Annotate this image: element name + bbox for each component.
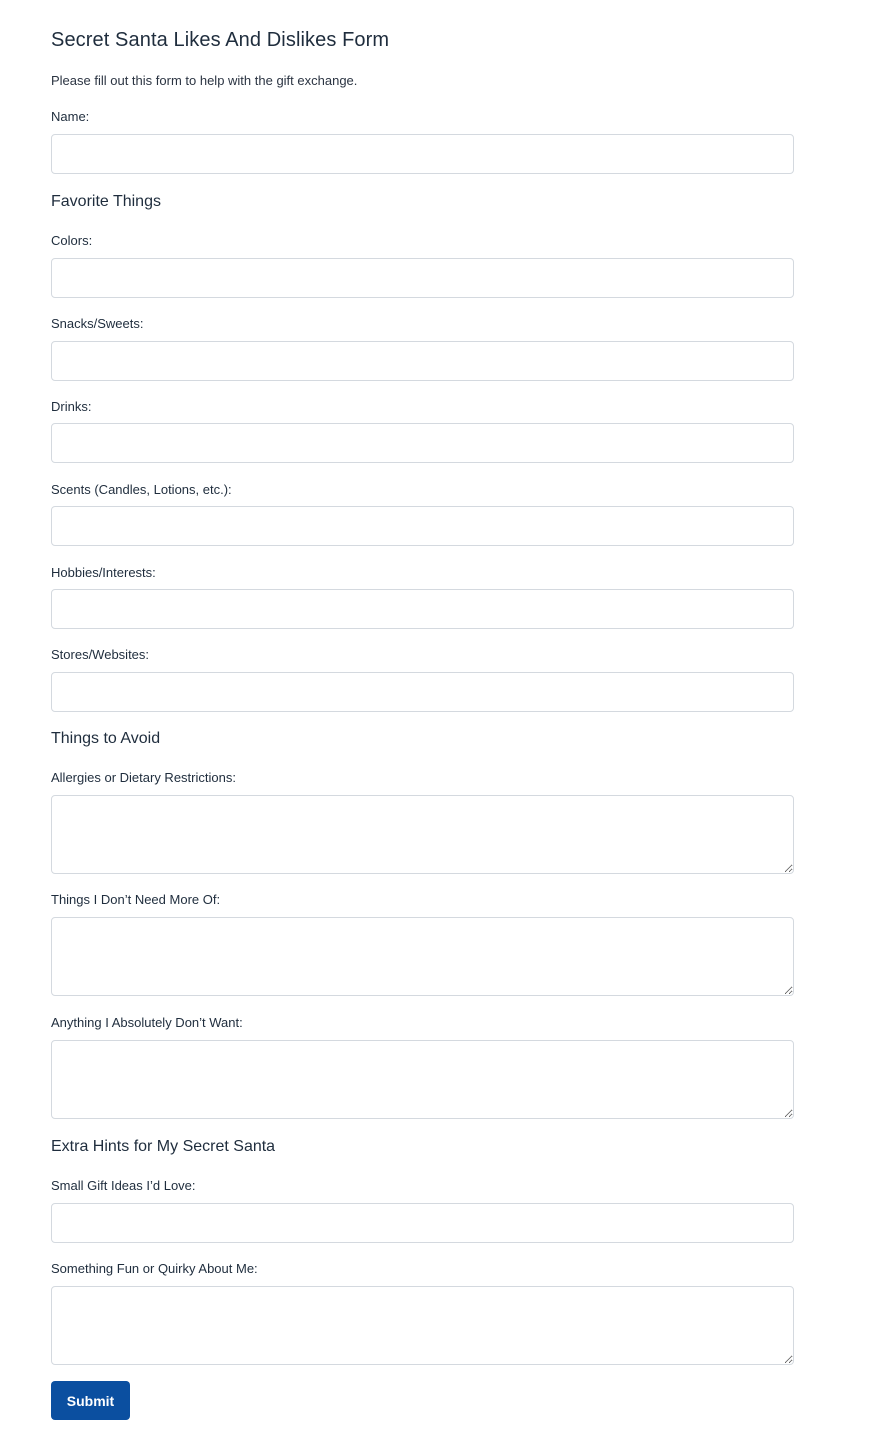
submit-button[interactable]: Submit — [51, 1381, 130, 1420]
page-title: Secret Santa Likes And Dislikes Form — [51, 29, 390, 51]
snacks-label: Snacks/Sweets: — [51, 316, 144, 331]
dont-want-label: Anything I Absolutely Don’t Want: — [51, 1015, 243, 1030]
section-things-to-avoid: Things to Avoid — [51, 730, 161, 747]
snacks-input[interactable] — [51, 341, 794, 381]
form-intro: Please fill out this form to help with the gift exchange. — [51, 73, 358, 88]
dont-need-label: Things I Don’t Need More Of: — [51, 892, 221, 907]
name-label: Name: — [51, 109, 90, 124]
hobbies-label: Hobbies/Interests: — [51, 565, 156, 580]
allergies-label: Allergies or Dietary Restrictions: — [51, 770, 236, 785]
section-favorite-things: Favorite Things — [51, 193, 161, 210]
stores-label: Stores/Websites: — [51, 647, 150, 662]
hobbies-input[interactable] — [51, 589, 794, 629]
dont-need-textarea[interactable] — [51, 917, 794, 996]
colors-label: Colors: — [51, 233, 93, 248]
gift-ideas-label: Small Gift Ideas I’d Love: — [51, 1178, 196, 1193]
quirky-textarea[interactable] — [51, 1286, 794, 1365]
scents-input[interactable] — [51, 506, 794, 546]
name-input[interactable] — [51, 134, 794, 174]
colors-input[interactable] — [51, 258, 794, 298]
scents-label: Scents (Candles, Lotions, etc.): — [51, 482, 232, 497]
section-extra-hints: Extra Hints for My Secret Santa — [51, 1138, 276, 1155]
quirky-label: Something Fun or Quirky About Me: — [51, 1261, 258, 1276]
drinks-label: Drinks: — [51, 399, 92, 414]
drinks-input[interactable] — [51, 423, 794, 463]
gift-ideas-input[interactable] — [51, 1203, 794, 1243]
dont-want-textarea[interactable] — [51, 1040, 794, 1119]
stores-input[interactable] — [51, 672, 794, 712]
allergies-textarea[interactable] — [51, 795, 794, 874]
